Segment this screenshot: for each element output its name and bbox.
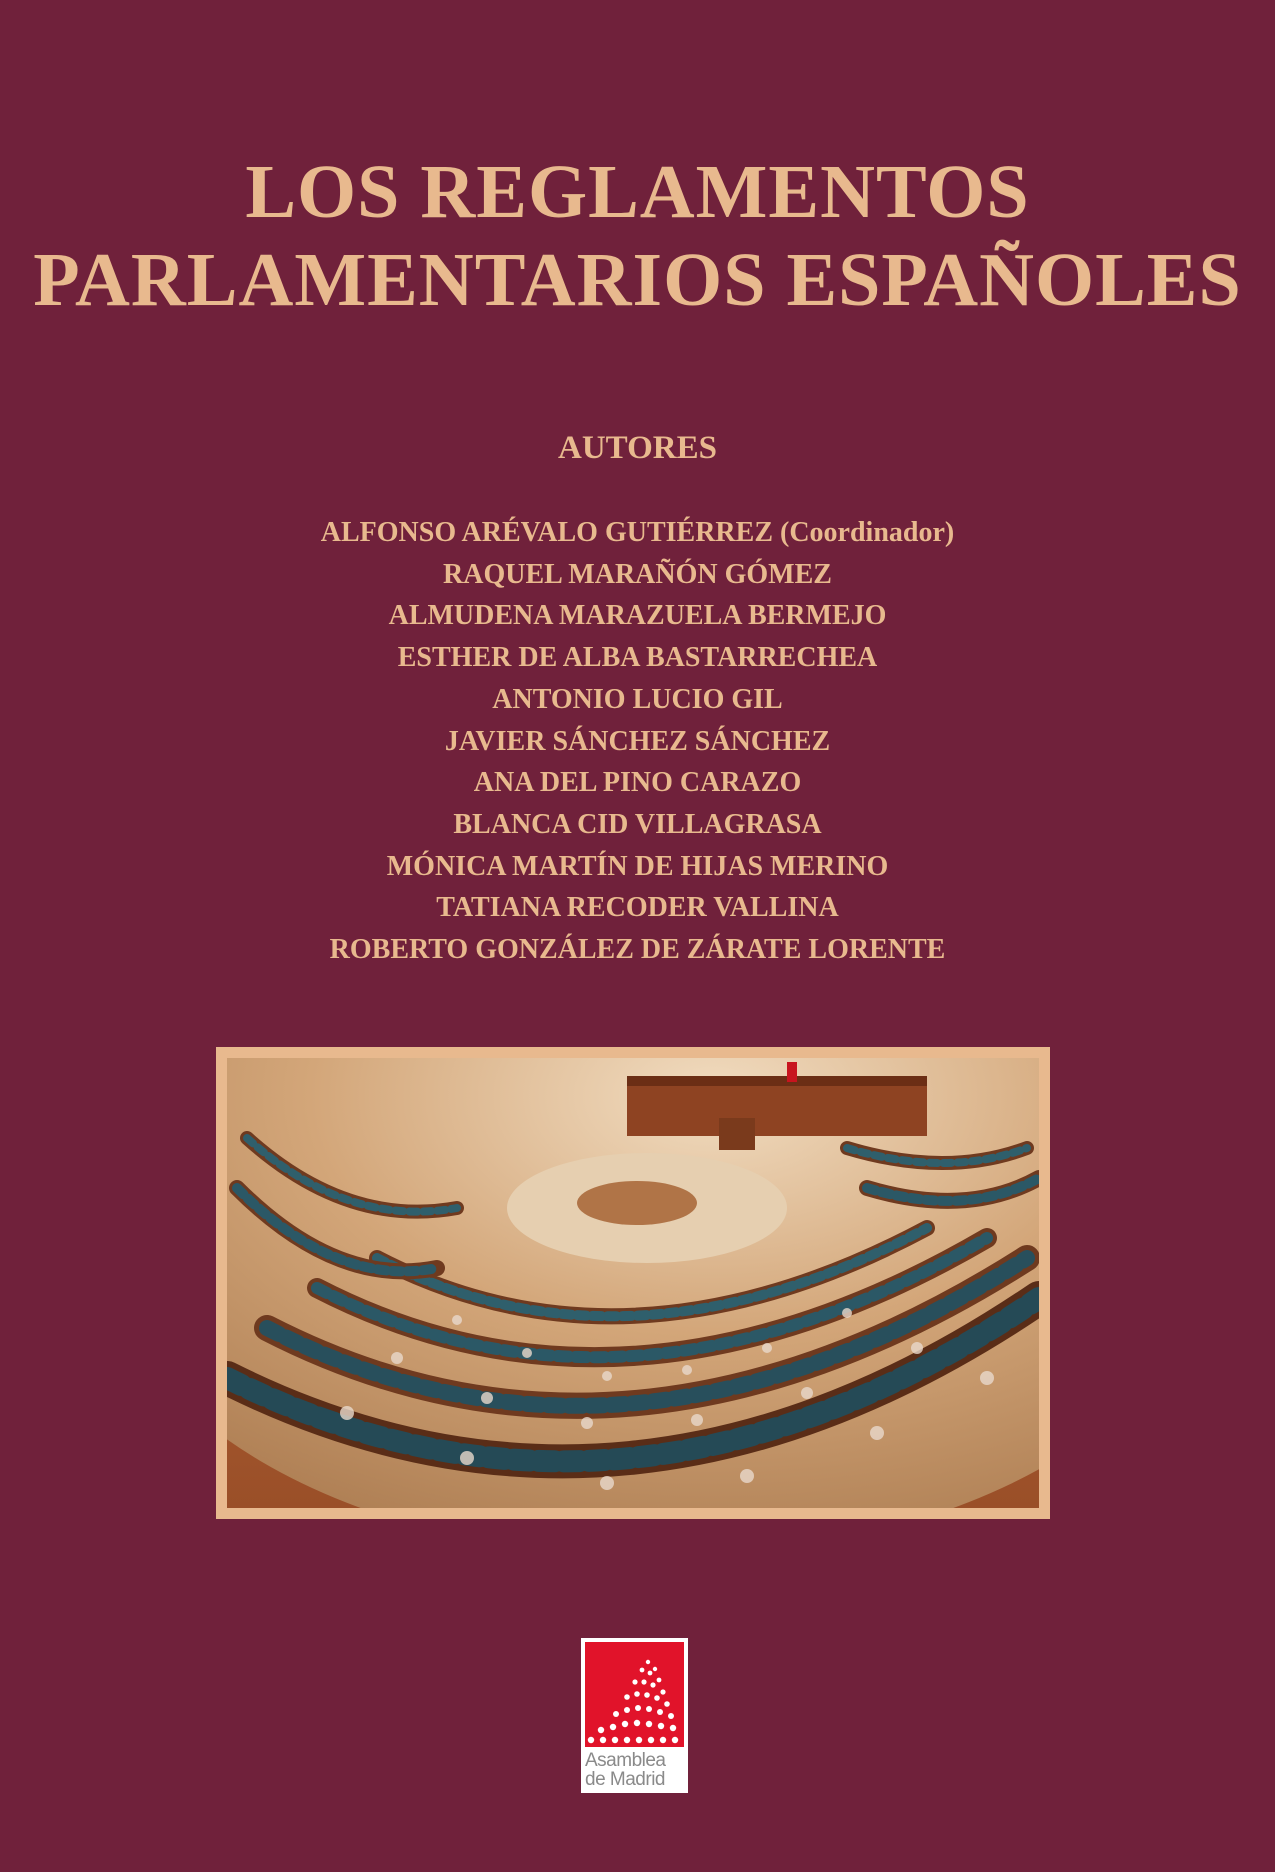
author-item: ESTHER DE ALBA BASTARRECHEA bbox=[397, 642, 878, 674]
logo-emblem bbox=[585, 1642, 684, 1747]
author-item: JAVIER SÁNCHEZ SÁNCHEZ bbox=[444, 725, 831, 757]
authors-heading: AUTORES bbox=[558, 430, 717, 466]
parliament-chamber-photo bbox=[227, 1058, 1039, 1508]
authors-list bbox=[0, 512, 1275, 971]
parliament-photo-frame bbox=[216, 1047, 1050, 1519]
author-item: TATIANA RECODER VALLINA bbox=[436, 892, 839, 924]
logo-dots-icon bbox=[585, 1642, 684, 1747]
author-item: BLANCA CID VILLAGRASA bbox=[453, 808, 822, 840]
logo-text-line-2: de Madrid bbox=[585, 1769, 665, 1790]
author-item: ALMUDENA MARAZUELA BERMEJO bbox=[388, 600, 887, 632]
logo-text-line-1: Asamblea bbox=[585, 1750, 666, 1771]
author-item: ALFONSO ARÉVALO GUTIÉRREZ (Coordinador) bbox=[320, 517, 955, 548]
title-line-2: PARLAMENTARIOS ESPAÑOLES bbox=[33, 238, 1242, 322]
author-item: ANTONIO LUCIO GIL bbox=[492, 683, 783, 715]
asamblea-madrid-logo bbox=[581, 1638, 688, 1793]
author-item: ROBERTO GONZÁLEZ DE ZÁRATE LORENTE bbox=[329, 934, 946, 966]
title-line-1: LOS REGLAMENTOS bbox=[245, 150, 1030, 234]
author-item: RAQUEL MARAÑÓN GÓMEZ bbox=[443, 558, 832, 590]
author-item: MÓNICA MARTÍN DE HIJAS MERINO bbox=[386, 850, 889, 882]
author-item: ANA DEL PINO CARAZO bbox=[473, 767, 802, 799]
